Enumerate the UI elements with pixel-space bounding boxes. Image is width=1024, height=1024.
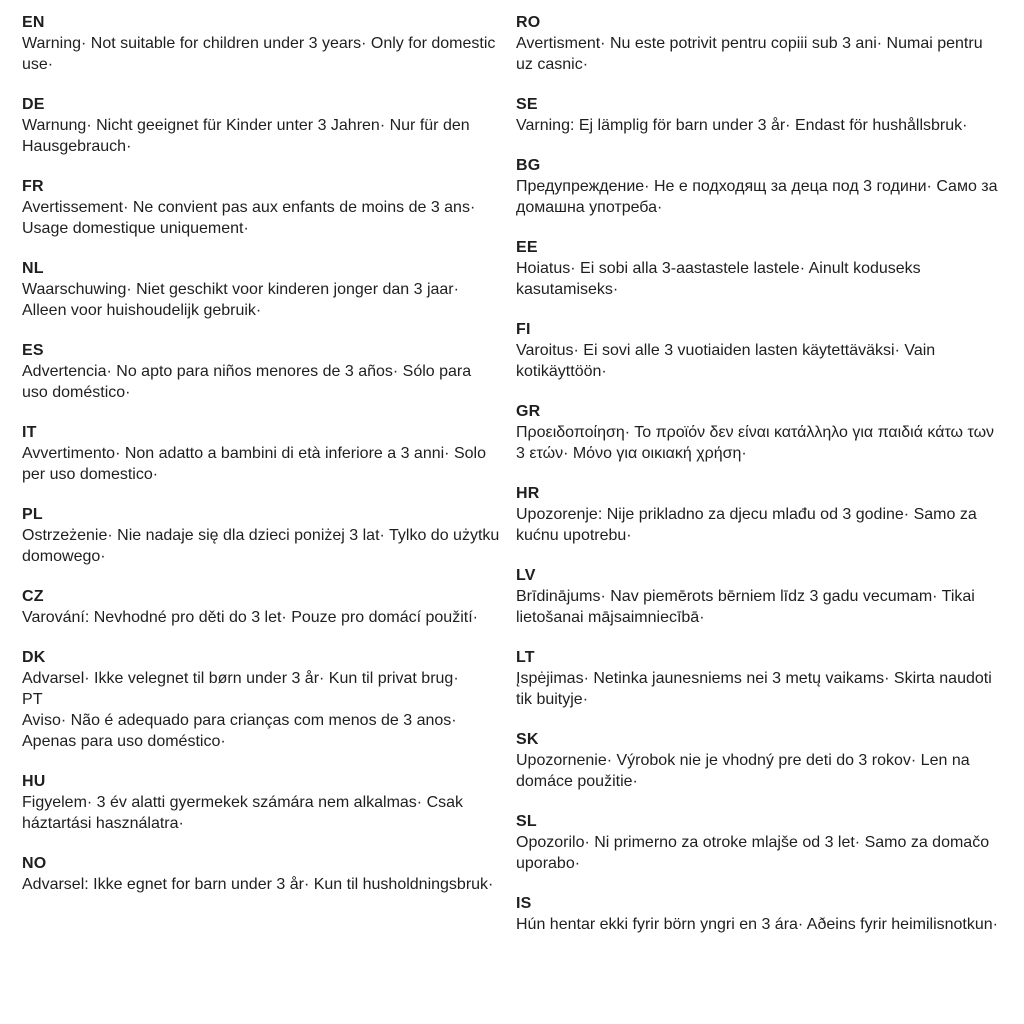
- language-code-label: GR: [516, 403, 541, 420]
- warning-text: Advarsel· Ikke velegnet til børn under 3 år· Kun til privat brug·: [22, 670, 459, 687]
- warning-text: Brīdinājums· Nav piemērots bērniem līdz 3 gadu vecumam· Tikai lietošanai mājsaimniecībā·: [516, 588, 975, 626]
- language-code-label: LV: [516, 567, 536, 584]
- warning-block-sl: [516, 811, 1002, 874]
- warning-block-it: [22, 422, 500, 485]
- language-code-label: SL: [516, 813, 537, 830]
- warning-block-se: [516, 94, 1002, 136]
- left-column: [22, 12, 500, 914]
- warning-block-lv: [516, 565, 1002, 628]
- warning-text: Varování: Nevhodné pro děti do 3 let· Pouze pro domácí použití·: [22, 609, 478, 626]
- warning-block-cz: [22, 586, 500, 628]
- warning-block-bg: [516, 155, 1002, 218]
- warning-block-hr: [516, 483, 1002, 546]
- right-column: [516, 12, 1002, 954]
- warning-block-lt: [516, 647, 1002, 710]
- warning-block-de: [22, 94, 500, 157]
- language-code-label: RO: [516, 14, 541, 31]
- warning-block-dk: [22, 647, 500, 689]
- warning-block-pl: [22, 504, 500, 567]
- language-code-label: CZ: [22, 588, 44, 605]
- warning-text: Upozornenie· Výrobok nie je vhodný pre deti do 3 rokov· Len na domáce použitie·: [516, 752, 970, 790]
- language-code-label: FI: [516, 321, 531, 338]
- warning-block-sk: [516, 729, 1002, 792]
- warning-text: Avertisment· Nu este potrivit pentru copiii sub 3 ani· Numai pentru uz casnic·: [516, 35, 983, 73]
- warning-text: Предупреждение· Не е подходящ за деца под 3 години· Само за домашна употреба·: [516, 178, 998, 216]
- warning-text: Figyelem· 3 év alatti gyermekek számára nem alkalmas· Csak háztartási használatra·: [22, 794, 464, 832]
- warning-block-en: [22, 12, 500, 75]
- language-code-label: IS: [516, 895, 532, 912]
- language-code-label: HR: [516, 485, 540, 502]
- warning-block-gr: [516, 401, 1002, 464]
- language-code-label: PT: [22, 691, 43, 708]
- warning-block-fr: [22, 176, 500, 239]
- warning-columns: [22, 12, 1002, 954]
- warning-text: Opozorilo· Ni primerno za otroke mlajše od 3 let· Samo za domačo uporabo·: [516, 834, 990, 872]
- warning-text: Varoitus· Ei sovi alle 3 vuotiaiden lasten käytettäväksi· Vain kotikäyttöön·: [516, 342, 936, 380]
- warning-block-ee: [516, 237, 1002, 300]
- language-code-label: NL: [22, 260, 44, 277]
- warning-block-nl: [22, 258, 500, 321]
- language-code-label: EN: [22, 14, 45, 31]
- warning-text: Ostrzeżenie· Nie nadaje się dla dzieci poniżej 3 lat· Tylko do użytku domowego·: [22, 527, 500, 565]
- language-code-label: SE: [516, 96, 538, 113]
- warning-text: Hoiatus· Ei sobi alla 3-aastastele lastele· Ainult koduseks kasutamiseks·: [516, 260, 921, 298]
- warning-text: Warnung· Nicht geeignet für Kinder unter 3 Jahren· Nur für den Hausgebrauch·: [22, 117, 470, 155]
- warning-text: Προειδοποίηση· Το προϊόν δεν είναι κατάλληλο για παιδιά κάτω των 3 ετών· Μόνο για οικιακή χρήση·: [516, 424, 995, 462]
- language-code-label: HU: [22, 773, 46, 790]
- warning-text: Warning· Not suitable for children under 3 years· Only for domestic use·: [22, 35, 496, 73]
- warning-text: Upozorenje: Nije prikladno za djecu mlađu od 3 godine· Samo za kućnu upotrebu·: [516, 506, 977, 544]
- language-code-label: LT: [516, 649, 535, 666]
- warning-text: Advertencia· No apto para niños menores de 3 años· Sólo para uso doméstico·: [22, 363, 472, 401]
- warning-text: Avvertimento· Non adatto a bambini di età inferiore a 3 anni· Solo per uso domestico·: [22, 445, 486, 483]
- warning-block-is: [516, 893, 1002, 935]
- warning-text: Aviso· Não é adequado para crianças com menos de 3 anos· Apenas para uso doméstico·: [22, 712, 457, 750]
- language-code-label: IT: [22, 424, 37, 441]
- warning-text: Įspėjimas· Netinka jaunesniems nei 3 metų vaikams· Skirta naudoti tik buityje·: [516, 670, 992, 708]
- language-code-label: EE: [516, 239, 538, 256]
- warning-block-pt: [22, 689, 500, 752]
- language-code-label: BG: [516, 157, 541, 174]
- warning-block-hu: [22, 771, 500, 834]
- warning-block-ro: [516, 12, 1002, 75]
- language-code-label: DK: [22, 649, 46, 666]
- language-code-label: PL: [22, 506, 43, 523]
- language-code-label: NO: [22, 855, 47, 872]
- language-code-label: DE: [22, 96, 45, 113]
- warning-text: Hún hentar ekki fyrir börn yngri en 3 ára· Aðeins fyrir heimilisnotkun·: [516, 916, 998, 933]
- warning-block-es: [22, 340, 500, 403]
- warning-text: Varning: Ej lämplig för barn under 3 år· Endast för hushållsbruk·: [516, 117, 968, 134]
- language-code-label: SK: [516, 731, 539, 748]
- language-code-label: ES: [22, 342, 44, 359]
- warning-text: Advarsel: Ikke egnet for barn under 3 år· Kun til husholdningsbruk·: [22, 876, 494, 893]
- warning-text: Waarschuwing· Niet geschikt voor kinderen jonger dan 3 jaar· Alleen voor huishoudelijk gebruik·: [22, 281, 459, 319]
- language-code-label: FR: [22, 178, 44, 195]
- warning-block-no: [22, 853, 500, 895]
- warning-block-fi: [516, 319, 1002, 382]
- warning-text: Avertissement· Ne convient pas aux enfants de moins de 3 ans· Usage domestique uniquement·: [22, 199, 476, 237]
